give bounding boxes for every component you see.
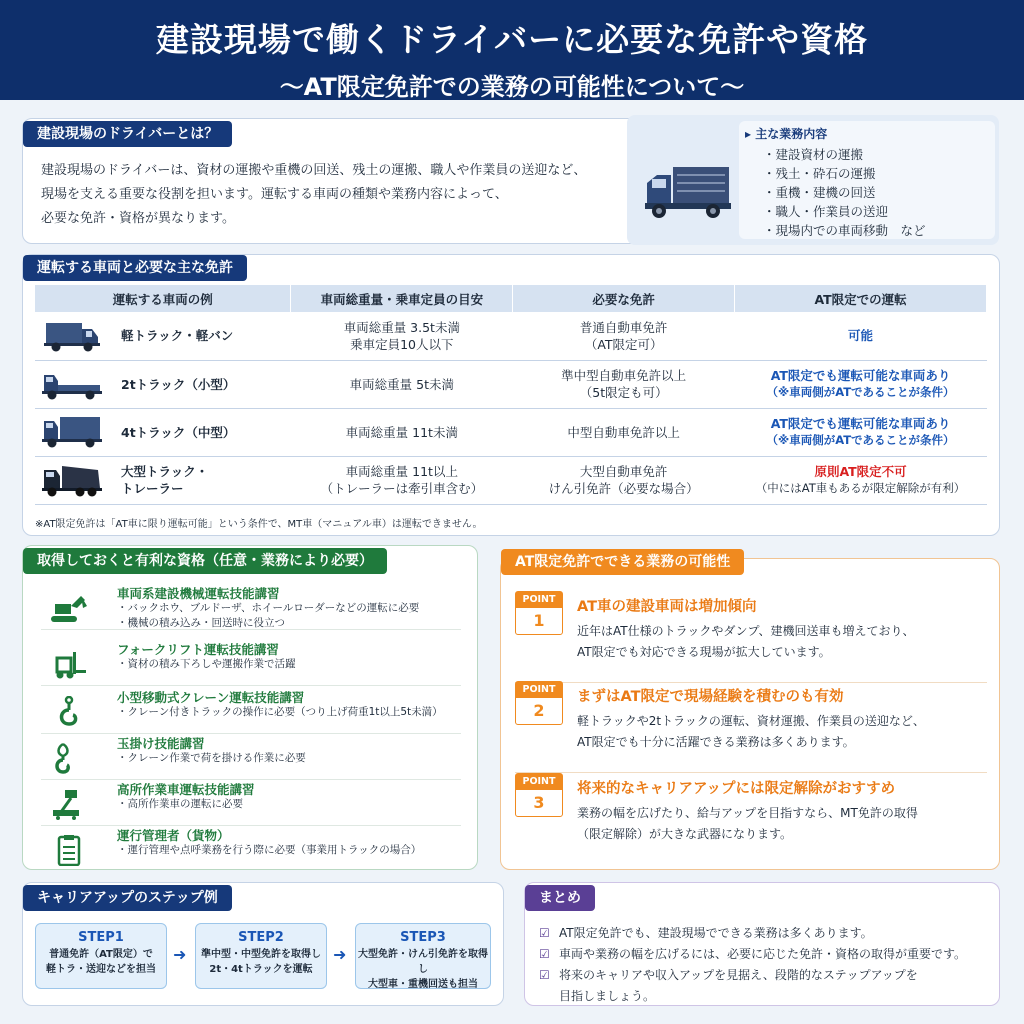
- checkbox-icon: ☑: [539, 968, 550, 982]
- license-cell: [513, 312, 735, 360]
- point-heading: まずはAT限定で現場経験を積むのも有効: [577, 689, 844, 705]
- at-status: 原則AT限定不可: [814, 464, 907, 479]
- qualification-desc: [117, 797, 243, 812]
- point-desc-line: 軽トラックや2tトラックの運転、資材運搬、作業員の送迎など、: [577, 714, 925, 728]
- qualifications-tag: 取得しておくと有利な資格（任意・業務により必要）: [23, 548, 387, 574]
- vehicles-section: [22, 254, 1000, 536]
- license-text: けん引免許（必要な場合）: [548, 481, 699, 496]
- checkbox-icon: ☑: [539, 926, 550, 940]
- summary-text: AT限定免許でも、建設現場でできる業務は多くあります。: [559, 926, 873, 940]
- point-label: POINT: [516, 592, 562, 608]
- point-desc-line: AT限定でも十分に活躍できる業務は多くあります。: [577, 735, 855, 749]
- qualification-title: 高所作業車運転技能講習: [117, 782, 255, 797]
- vehicle-name-line: 大型トラック・: [121, 464, 209, 479]
- weight-text: 車両総重量 11t未満: [345, 424, 458, 440]
- arrow-right-icon: ➜: [333, 945, 347, 964]
- vehicles-tag: 運転する車両と必要な主な免許: [23, 255, 247, 281]
- table-row: [35, 360, 987, 408]
- table-row: [35, 456, 987, 504]
- step-label: STEP3: [400, 930, 446, 945]
- qualification-title: 小型移動式クレーン運転技能講習: [117, 690, 305, 705]
- summary-tag: まとめ: [525, 885, 595, 911]
- at-cell: [735, 360, 987, 408]
- vehicle-name: 4tトラック（中型）: [121, 424, 236, 440]
- summary-item: [539, 923, 966, 944]
- table-row: [35, 408, 987, 456]
- summary-text-line: 将来のキャリアや収入アップを見据え、段階的なステップアップを: [559, 968, 918, 982]
- at-cell: [735, 312, 987, 360]
- vehicle-cell: [35, 360, 291, 408]
- about-desc-line: 必要な免許・資格が異なります。: [41, 211, 235, 226]
- point-number: 3: [533, 793, 545, 812]
- column-header: 必要な免許: [513, 285, 735, 312]
- qualification-desc: [117, 657, 296, 672]
- point-desc: [577, 803, 918, 845]
- qualification-item: [41, 640, 461, 686]
- page-subtitle: 〜AT限定免許での業務の可能性について〜: [279, 73, 745, 101]
- at-condition: （※車両側がATであることが条件）: [766, 385, 955, 399]
- weight-cell: [291, 456, 513, 504]
- summary-item: [539, 965, 966, 1007]
- license-text: 準中型自動車免許以上: [561, 368, 687, 383]
- qualification-desc-line: ・運行管理や点呼業務を行う際に必要（事業用トラックの場合）: [117, 844, 422, 856]
- qualification-desc: [117, 705, 443, 720]
- summary-section: [524, 882, 1000, 1006]
- weight-cell: [291, 312, 513, 360]
- page-header: [0, 0, 1024, 100]
- about-tag: 建設現場のドライバーとは？: [23, 121, 232, 147]
- table-note: ※AT限定免許は「AT車に限り運転可能」という条件で、MT車（マニュアル車）は運転できません。: [35, 519, 483, 530]
- about-desc-line: 現場を支える重要な役割を担います。運転する車両の種類や業務内容によって、: [41, 187, 508, 202]
- vehicle-cell: [35, 456, 291, 504]
- weight-cell: [291, 408, 513, 456]
- step-desc-line: 軽トラ・送迎などを担当: [46, 964, 156, 975]
- qualification-desc-line: ・高所作業車の運転に必要: [117, 798, 243, 810]
- license-table: [35, 285, 987, 505]
- vehicle-name-line: トレーラー: [121, 481, 184, 496]
- point-number: 1: [533, 611, 545, 630]
- at-cell: [735, 408, 987, 456]
- point-item: [515, 681, 987, 773]
- at-status: AT限定でも運転可能な車両あり: [770, 368, 951, 383]
- weight-text: 車両総重量 11t以上: [345, 464, 458, 479]
- at-possibilities-section: [500, 554, 1000, 870]
- career-step: [355, 923, 491, 989]
- about-description: [41, 159, 631, 231]
- duty-item: ・現場内での車両移動 など: [763, 223, 926, 238]
- small-truck-icon: [40, 367, 104, 401]
- column-header: AT限定での運転: [735, 285, 987, 312]
- career-steps-section: [22, 882, 504, 1006]
- point-number: 2: [533, 701, 545, 720]
- point-badge: [515, 681, 563, 725]
- step-desc-line: 大型免許・けん引免許を取得し: [358, 949, 488, 975]
- point-desc-line: AT限定でも対応できる現場が拡大しています。: [577, 645, 831, 659]
- at-cell: [735, 456, 987, 504]
- summary-text: [559, 965, 918, 1007]
- point-badge: [515, 591, 563, 635]
- page-title: 建設現場で働くドライバーに必要な免許や資格: [155, 20, 869, 59]
- point-label: POINT: [516, 682, 562, 698]
- license-cell: [513, 408, 735, 456]
- qualification-desc-line: ・機械の積み込み・回送時に役立つ: [117, 617, 285, 629]
- weight-text: 車両総重量 5t未満: [349, 376, 454, 392]
- point-desc: [577, 621, 915, 663]
- about-desc-line: 建設現場のドライバーは、資材の運搬や重機の回送、残土の運搬、職人や作業員の送迎など、: [41, 163, 587, 178]
- qualification-desc: [117, 751, 306, 766]
- at-status: AT限定でも運転可能な車両あり: [770, 416, 951, 431]
- forklift-icon: [49, 648, 89, 680]
- qualification-desc: [117, 601, 419, 631]
- qualification-item: [41, 584, 461, 630]
- light-van-icon: [42, 319, 102, 353]
- duties-marker-icon: ▸: [745, 127, 756, 141]
- vehicle-cell: [35, 408, 291, 456]
- qualification-title: 玉掛け技能講習: [117, 736, 205, 751]
- crane-hook-icon: [49, 696, 89, 728]
- qualification-desc-line: ・資材の積み下ろしや運搬作業で活躍: [117, 658, 296, 670]
- medium-truck-icon: [40, 415, 104, 449]
- step-desc-line: 普通免許（AT限定）で: [49, 949, 153, 960]
- point-desc-line: 近年はAT仕様のトラックやダンプ、建機回送車も増えており、: [577, 624, 915, 638]
- weight-text: 乗車定員10人以下: [350, 336, 454, 352]
- qualification-item: [41, 734, 461, 780]
- aerial-lift-icon: [49, 788, 89, 820]
- point-item: [515, 591, 987, 683]
- summary-item: [539, 944, 966, 965]
- step-desc-line: 準中型・中型免許を取得し: [201, 949, 321, 960]
- weight-cell: [291, 360, 513, 408]
- point-desc: [577, 711, 925, 753]
- about-section: [22, 118, 998, 244]
- summary-text: 車両や業務の幅を広げるには、必要に応じた免許・資格の取得が重要です。: [559, 947, 967, 961]
- large-truck-icon: [40, 462, 104, 498]
- license-text: （AT限定可）: [584, 336, 663, 352]
- duties-box: [739, 121, 995, 239]
- qualification-item: [41, 780, 461, 826]
- weight-text: 車両総重量 3.5t未満: [343, 319, 460, 335]
- step-label: STEP1: [78, 930, 124, 945]
- point-heading: 将来的なキャリアアップには限定解除がおすすめ: [577, 781, 896, 797]
- step-desc-line: 2t・4tトラックを運転: [209, 964, 313, 975]
- qualification-desc: [117, 843, 421, 858]
- vehicle-cell: [35, 312, 291, 360]
- point-label: POINT: [516, 774, 562, 790]
- qualification-item: [41, 826, 461, 872]
- qualification-desc-line: ・クレーン作業で荷を掛ける作業に必要: [117, 752, 306, 764]
- qualification-title: フォークリフト運転技能講習: [117, 642, 279, 657]
- duties-panel: [627, 115, 999, 245]
- table-row: [35, 312, 987, 360]
- duties-list: [763, 145, 926, 240]
- point-heading: AT車の建設車両は増加傾向: [577, 599, 757, 615]
- career-step: [195, 923, 327, 989]
- clipboard-icon: [49, 834, 89, 866]
- arrow-right-icon: ➜: [173, 945, 187, 964]
- at-possibilities-tag: AT限定免許でできる業務の可能性: [501, 549, 744, 575]
- license-text: 普通自動車免許: [579, 319, 668, 335]
- column-header: 運転する車両の例: [35, 285, 291, 312]
- license-cell: [513, 456, 735, 504]
- vehicle-name: 軽トラック・軽バン: [121, 328, 234, 344]
- table-header-row: [35, 285, 987, 312]
- at-condition: （※車両側がATであることが条件）: [766, 433, 955, 447]
- point-desc-line: （限定解除）が大きな武器になります。: [577, 827, 793, 841]
- license-cell: [513, 360, 735, 408]
- license-text: 中型自動車免許以上: [567, 424, 680, 440]
- at-condition: （中にはAT車もあるが限定解除が有利）: [755, 481, 966, 495]
- qualification-desc-line: ・クレーン付きトラックの操作に必要（つり上げ荷重1t以上5t未満）: [117, 706, 443, 718]
- duties-title: [745, 125, 827, 142]
- qualification-item: [41, 688, 461, 734]
- qualification-title: 運行管理者（貨物）: [117, 828, 230, 843]
- excavator-icon: [49, 592, 89, 624]
- truck-icon: [643, 163, 733, 223]
- duties-title-text: 主な業務内容: [755, 127, 828, 141]
- vehicle-name: [121, 463, 208, 497]
- column-header: 車両総重量・乗車定員の目安: [291, 285, 513, 312]
- at-status: 可能: [848, 328, 874, 344]
- license-text: （5t限定も可）: [579, 385, 668, 400]
- career-step: [35, 923, 167, 989]
- checkbox-icon: ☑: [539, 947, 550, 961]
- point-item: [515, 773, 987, 865]
- point-desc-line: 業務の幅を広げたり、給与アップを目指すなら、MT免許の取得: [577, 806, 918, 820]
- license-text: 大型自動車免許: [579, 464, 668, 479]
- duty-item: ・重機・建機の回送: [763, 185, 876, 200]
- summary-text-line: 目指しましょう。: [559, 989, 656, 1003]
- duty-item: ・職人・作業員の送迎: [763, 204, 889, 219]
- point-badge: [515, 773, 563, 817]
- career-tag: キャリアアップのステップ例: [23, 885, 232, 911]
- qualifications-section: [22, 545, 478, 870]
- weight-text: （トレーラーは牽引車含む）: [320, 481, 484, 496]
- duty-item: ・建設資材の運搬: [763, 147, 864, 162]
- sling-hook-icon: [49, 742, 89, 774]
- step-label: STEP2: [238, 930, 284, 945]
- duty-item: ・残土・砕石の運搬: [763, 166, 876, 181]
- vehicle-name: 2tトラック（小型）: [121, 376, 236, 392]
- qualification-desc-line: ・バックホウ、ブルドーザ、ホイールローダーなどの運転に必要: [117, 602, 420, 614]
- qualification-title: 車両系建設機械運転技能講習: [117, 586, 280, 601]
- summary-list: [539, 923, 966, 1007]
- step-desc-line: 大型車・重機回送も担当: [368, 979, 478, 990]
